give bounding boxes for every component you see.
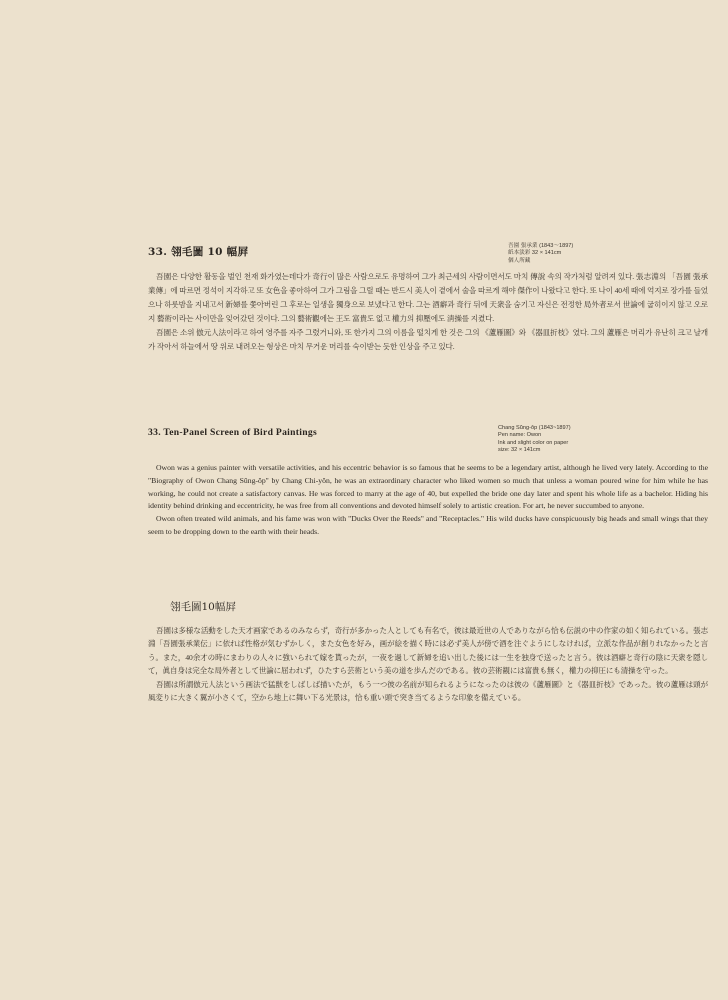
english-paragraph: Owon often treated wild animals, and his fame was won with "Ducks Over the Reeds" and "Receptacles." His wild ducks have conspicuously big heads and small wings that they seem to be dropping down to the earth with their heads. [148,514,708,536]
english-meta-medium: Ink and slight color on paper [498,439,569,446]
korean-meta [508,243,573,265]
korean-meta-medium: 紙本淡彩 32 × 141cm [508,250,562,257]
japanese-title: 翎毛圖10幅屛 [170,601,236,613]
english-paragraph: Owon was a genius painter with versatile activities, and his eccentric behavior is so famous that he seems to be a legendary artist, although he lived very lately. According to the "Biography of Owon Chang Sŭng-ŏp" by Chang Chi-yŏn, he was an extraordinary character who liked women so much that unless a woman poured wine for him while he has working, he could not create a satisfactory canvas. He was forced to marry at the age of 40, but expelled the bride one day later and spent his whole life as a bachelor. Hiding his identity behind drinking and eccentricity, he was free from all conventions and devoted himself solely to artistic creation. For art, he never succumbed to anyone. [148,463,708,511]
japanese-body [148,624,708,704]
english-meta [498,425,571,455]
english-title: 33. Ten-Panel Screen of Bird Paintings [148,427,317,438]
korean-meta-artist: 吾園 張承業 (1843～1897) [508,243,574,249]
english-meta-artist: Chang Sŭng-ŏp (1843~1897) [498,425,571,431]
english-body [148,462,708,539]
english-meta-size: size: 32 × 141cm [498,447,541,454]
english-meta-penname: Pen name: Owon [498,432,542,439]
japanese-section [170,599,470,614]
english-section [148,427,708,438]
korean-title: 33. 翎毛圖 10 幅屛 [148,246,249,258]
japanese-paragraph: 吾園は所謂倣元人法という画法で猛獣をしばしば描いたが，もう一つ彼の名前が知られるようになったのは彼の《蘆雁圖》と《器皿折枝》であった。彼の蘆雁は頭が風変りに大きく翼が小さくて，空から地上に舞い下る光景は，恰も重い頭で突き当てるような印象を備えている。 [148,679,708,703]
japanese-paragraph: 吾園は多様な活動をした天才画家であるのみならず，奇行が多かった人としても有名で，彼は最近世の人でありながら恰も伝説の中の作家の如く知られている。張志淵「吾園張承業伝」に依れば性格が気むずかしく，また女色を好み，画が絵を描く時には必ず美人が傍で酒を注ぐようにしなければ，立派な作品が創りれなかったと言う。また，40余才の時にまわりの人々に強いられて嫁を貰ったが，一夜を過して新婦を追い出した後には一生を独身で送ったと言う。彼は酒癖と奇行の陰に天衆を隠して，眞自身は完全な局外者として世論に屈われず，ひたすら芸術という美の道を歩んだのである。彼の芸術観には富貴も無く，權力の抑圧にも清操を守った。 [148,626,708,676]
korean-body [148,270,708,354]
korean-section [148,244,708,259]
korean-paragraph: 吾園은 다양한 활동을 벌인 천재 화가였는데다가 奇行이 많은 사람으로도 유명하여 그가 최근세의 사람이면서도 마치 傳說 속의 작가처럼 알려져 있다. 張志淵의 「吾園 張承業傳」에 따르면 정석이 지각하고 또 女色을 좋아하여 그가 그림을 그릴 때는 반드시 美人이 곁에서 술을 따르게 해야 傑作이 나왔다고 한다. 또 나이 40세 때에 억지로 장가를 들었으나 하룻밤을 지내고서 新婦를 쫓아버린 그 후로는 일생을 獨身으로 보냈다고 한다. 그는 酒癖과 奇行 뒤에 天衆을 숨기고 자신은 전정한 局外者로서 世論에 굽히이지 않고 오로지 藝術이라는 사이만을 잊어갔던 것이다. 그의 藝術觀에는 王도 富貴도 없고 權力의 抑壓에도 淸操를 지켰다. [148,272,708,323]
korean-meta-collection: 個人所藏 [508,257,531,264]
korean-paragraph: 吾園은 소위 倣元人法이라고 하여 영주를 자주 그렸거니와, 또 한가지 그의 이름을 떨치게 한 것은 그의 《蘆雁圖》와 《器皿折枝》였다. 그의 蘆雁은 머리가 유난히 크고 날개가 작아서 하늘에서 땅 위로 내려오는 형상은 마치 무거운 머리를 숙이받는 듯한 인상을 주고 있다. [148,328,708,351]
